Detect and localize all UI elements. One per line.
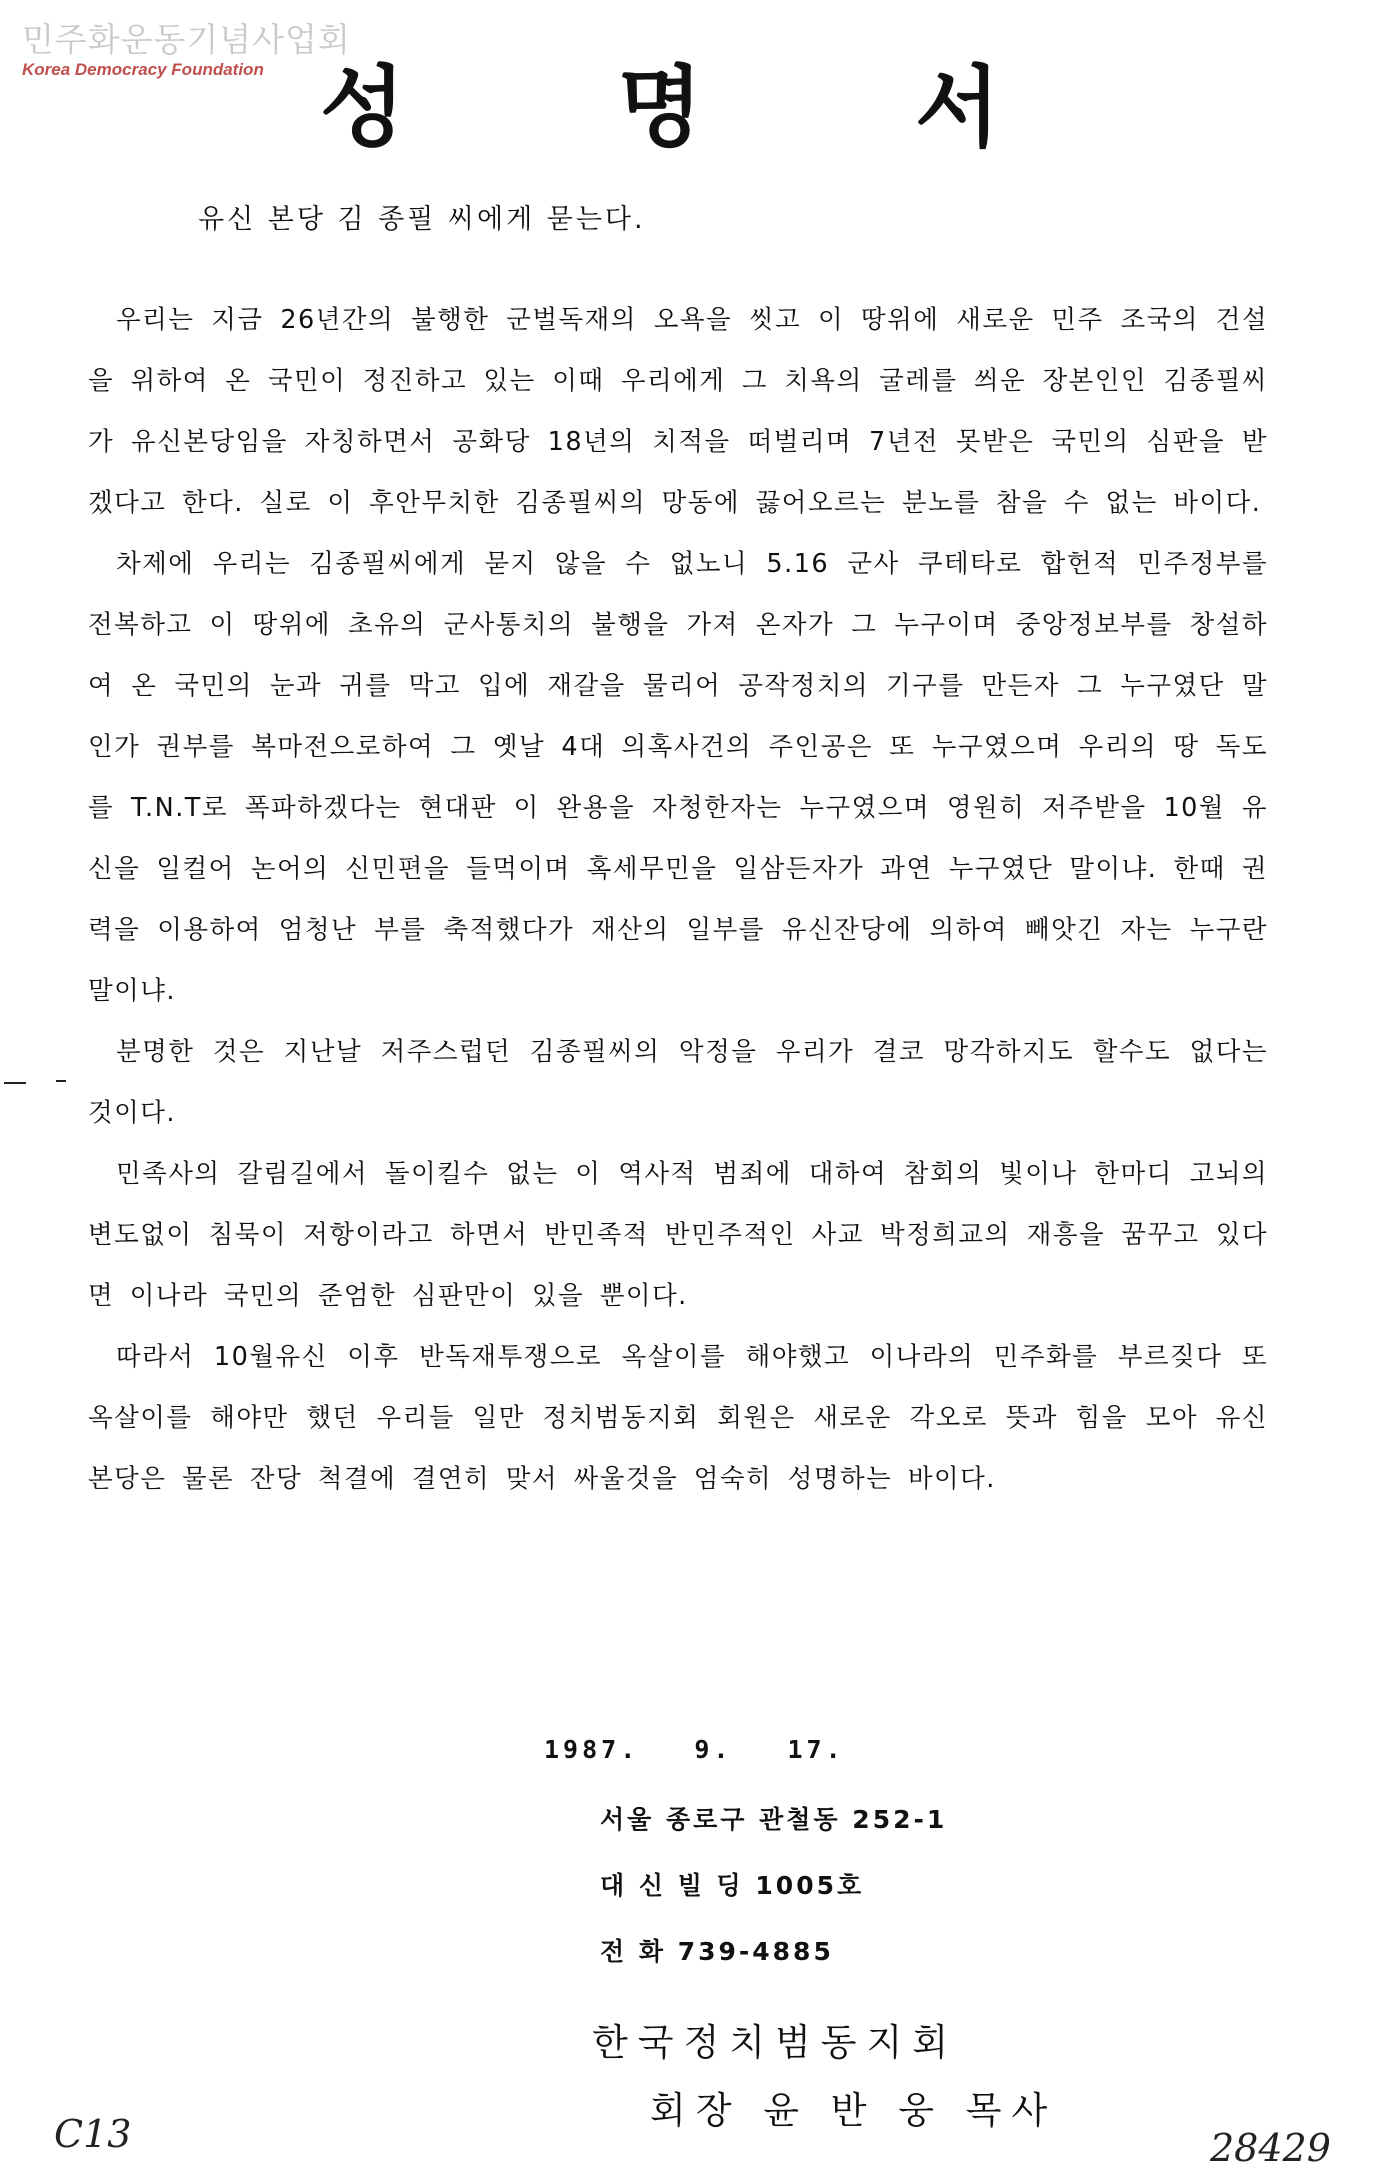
date-year: 1987.: [544, 1735, 640, 1764]
margin-mark: [56, 1080, 66, 1082]
address-line-2: 대 신 빌 딩 1005호: [600, 1871, 865, 1900]
document-title: [320, 52, 1000, 162]
date-day: 17.: [787, 1735, 845, 1764]
handwritten-code-left: C13: [54, 2112, 132, 2156]
title-char: 명: [617, 55, 703, 159]
foundation-watermark: [22, 20, 351, 80]
watermark-korean: 민주화운동기념사업회: [22, 20, 351, 59]
margin-mark: [4, 1082, 26, 1084]
document-subtitle: 유신 본당 김 종필 씨에게 묻는다.: [198, 204, 646, 235]
handwritten-code-right: 28429: [1210, 2126, 1331, 2170]
statement-date: [544, 1735, 881, 1764]
watermark-english: Korea Democracy Foundation: [22, 60, 264, 79]
phone-line: 전 화 739-4885: [600, 1937, 834, 1966]
paragraph: 민족사의 갈림길에서 돌이킬수 없는 이 역사적 범죄에 대하여 참회의 빛이나 한마디 고뇌의 변도없이 침묵이 저항이라고 하면서 반민족적 반민주적인 사교 박정희교의 재흥을 꿈꾸고 있다면 이나라 국민의 준엄한 심판만이 있을 뿐이다.: [88, 1159, 1268, 1311]
paragraph: 우리는 지금 26년간의 불행한 군벌독재의 오욕을 씻고 이 땅위에 새로운 민주 조국의 건설을 위하여 온 국민이 정진하고 있는 이때 우리에게 그 치욕의 굴레를 씌운 장본인인 김종필씨가 유신본당임을 자칭하면서 공화당 18년의 치적을 떠벌리며 7년전 못받은 국민의 심판을 받겠다고 한다. 실로 이 후안무치한 김종필씨의 망동에 끓어오르는 분노를 참을 수 없는 바이다.: [88, 305, 1268, 518]
date-month: 9.: [694, 1735, 733, 1764]
paragraph: 분명한 것은 지난날 저주스럽던 김종필씨의 악정을 우리가 결코 망각하지도 할수도 없다는 것이다.: [88, 1037, 1268, 1128]
signatory: 회장 윤 반 웅 목사: [650, 2089, 1058, 2132]
title-char: 성: [320, 55, 406, 159]
paragraph: 차제에 우리는 김종필씨에게 묻지 않을 수 없노니 5.16 군사 쿠테타로 합헌적 민주정부를 전복하고 이 땅위에 초유의 군사통치의 불행을 가져 온자가 그 누구이며 중앙정보부를 창설하여 온 국민의 눈과 귀를 막고 입에 재갈을 물리어 공작정치의 기구를 만든자 그 누구였단 말인가 권부를 복마전으로하여 그 옛날 4대 의혹사건의 주인공은 또 누구였으며 우리의 땅 독도를 T.N.T로 폭파하겠다는 현대판 이 완용을 자청한자는 누구였으며 영원히 저주받을 10월 유신을 일컬어 논어의 신민편을 들먹이며 혹세무민을 일삼든자가 과연 누구였단 말이냐. 한때 권력을 이용하여 엄청난 부를 축적했다가 재산의 일부를 유신잔당에 의하여 빼앗긴 자는 누구란 말이냐.: [88, 549, 1268, 1006]
paragraph: 따라서 10월유신 이후 반독재투쟁으로 옥살이를 해야했고 이나라의 민주화를 부르짖다 또 옥살이를 해야만 했던 우리들 일만 정치범동지회 회원은 새로운 각오로 뜻과 힘을 모아 유신본당은 물론 잔당 척결에 결연히 맞서 싸울것을 엄숙히 성명하는 바이다.: [88, 1342, 1268, 1494]
statement-body: [88, 290, 1268, 1510]
organization-name: 한국정치범동지회: [592, 2021, 958, 2064]
title-char: 서: [914, 55, 1000, 159]
address-line-1: 서울 종로구 관철동 252-1: [600, 1805, 948, 1834]
